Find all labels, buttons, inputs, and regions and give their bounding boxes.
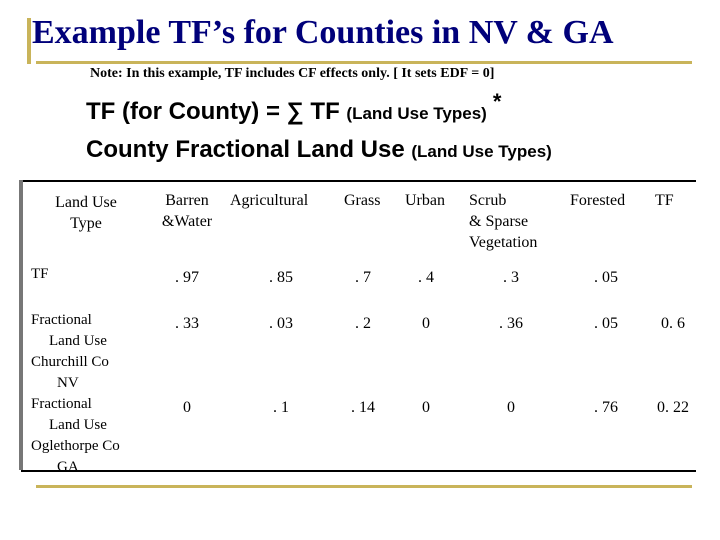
row-oglethorpe-grass: . 14: [351, 399, 375, 416]
header-barren-water: [152, 190, 222, 232]
table-left-edge: [19, 180, 23, 470]
formula-line-1-subscript: (Land Use Types): [346, 104, 487, 123]
header-urban: Urban: [405, 192, 445, 209]
row-oglethorpe-barren: 0: [183, 399, 191, 416]
row-tf-urban: . 4: [418, 269, 434, 286]
row-churchill-urban: 0: [422, 315, 430, 332]
title-accent-bar: [27, 18, 31, 64]
row-tf-grass: . 7: [355, 269, 371, 286]
row-oglethorpe-total: 0. 22: [657, 399, 689, 416]
formula-line-1-main: TF (for County) = ∑ TF: [86, 98, 340, 125]
row-tf-agricultural: . 85: [269, 269, 293, 286]
header-tf: TF: [655, 192, 674, 209]
row-churchill-total: 0. 6: [661, 315, 685, 332]
row-oglethorpe-label-line-1: Fractional: [31, 396, 92, 412]
bottom-rule: [36, 485, 692, 488]
header-forested: Forested: [570, 192, 626, 209]
row-oglethorpe-label-line-2: Land Use: [49, 417, 107, 433]
row-churchill-scrub: . 36: [499, 315, 523, 332]
header-grass: Grass: [344, 192, 381, 209]
row-churchill-label: [31, 310, 109, 394]
row-churchill-forested: . 05: [594, 315, 618, 332]
row-oglethorpe-label: [31, 394, 120, 478]
row-churchill-label-line-3: Churchill Co: [31, 354, 109, 370]
row-churchill-grass: . 2: [355, 315, 371, 332]
header-scrub-line-1: Scrub: [469, 192, 507, 209]
row-churchill-barren: . 33: [175, 315, 199, 332]
header-land-use-type-line-2: Type: [70, 215, 102, 232]
header-scrub-line-2: & Sparse: [469, 213, 529, 230]
formula-line-1: [86, 89, 502, 126]
header-barren-line-1: Barren: [165, 192, 209, 209]
row-oglethorpe-urban: 0: [422, 399, 430, 416]
row-oglethorpe-label-line-4: GA: [57, 459, 79, 475]
title-underline: [36, 61, 692, 64]
note-text: Note: In this example, TF includes CF effects only. [ It sets EDF = 0]: [90, 66, 495, 81]
row-tf-label: TF: [31, 266, 49, 282]
slide-title: Example TF’s for Counties in NV & GA: [32, 14, 614, 51]
formula-multiply-star: *: [492, 89, 502, 114]
header-scrub: [469, 190, 537, 253]
header-scrub-line-3: Vegetation: [469, 234, 538, 251]
row-oglethorpe-label-line-3: Oglethorpe Co: [31, 438, 120, 454]
row-churchill-agricultural: . 03: [269, 315, 293, 332]
row-churchill-label-line-2: Land Use: [49, 333, 107, 349]
formula-line-2-subscript: (Land Use Types): [411, 142, 552, 161]
header-agricultural: Agricultural: [230, 192, 309, 209]
header-land-use-type: [31, 192, 141, 234]
formula-line-2-main: County Fractional Land Use: [86, 136, 405, 163]
row-tf-scrub: . 3: [503, 269, 519, 286]
row-churchill-label-line-4: NV: [57, 375, 79, 391]
header-land-use-type-line-1: Land Use: [55, 194, 117, 211]
tf-table: [21, 180, 698, 475]
row-oglethorpe-agricultural: . 1: [273, 399, 289, 416]
row-oglethorpe-forested: . 76: [594, 399, 618, 416]
header-barren-line-2: &Water: [161, 213, 213, 230]
row-oglethorpe-scrub: 0: [507, 399, 515, 416]
row-churchill-label-line-1: Fractional: [31, 312, 92, 328]
row-tf-forested: . 05: [594, 269, 618, 286]
row-tf-barren: . 97: [175, 269, 199, 286]
formula-line-2: [86, 136, 552, 164]
